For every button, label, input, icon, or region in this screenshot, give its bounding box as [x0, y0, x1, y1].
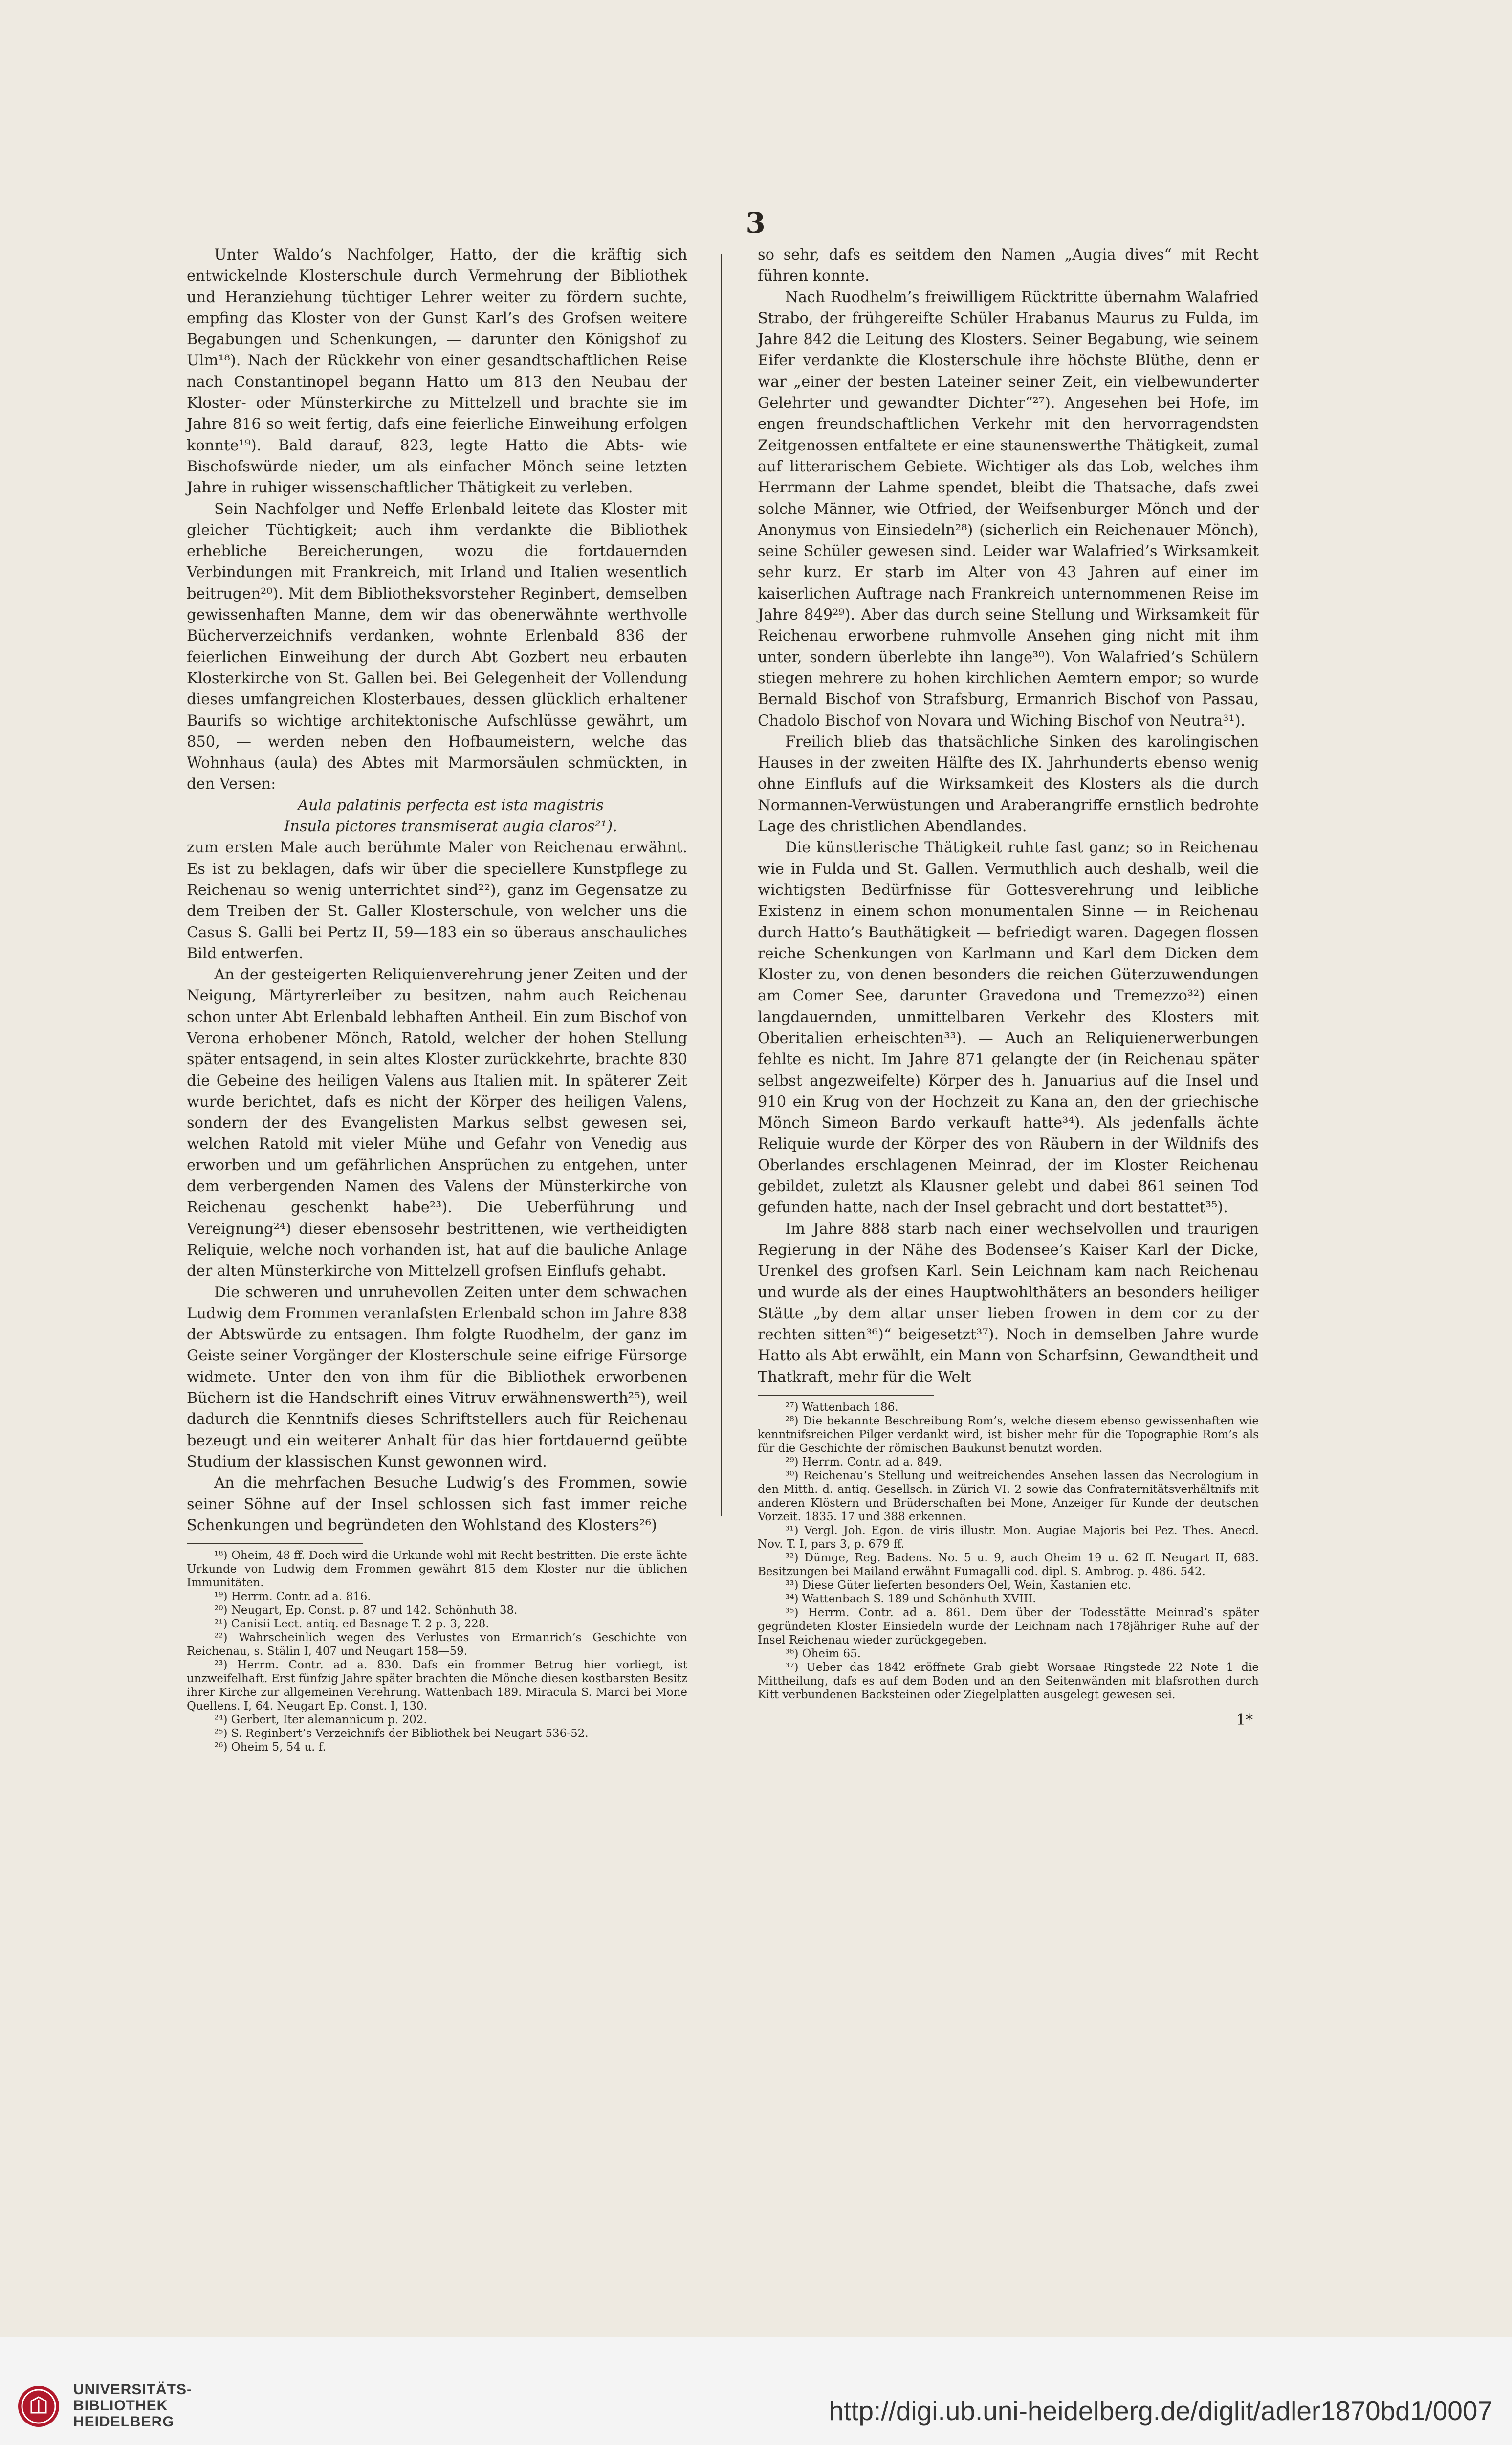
verse-line-1: Aula palatinis perfecta est ista magistris	[298, 797, 604, 814]
right-paragraph-5: Im Jahre 888 starb nach einer wechselvollen und traurigen Regierung in der Nähe des Bodensee’s Kaiser Karl der Dicke, Urenkel des grofsen Karl. Sein Leichnam kam nach Reichenau und wurde als der eines Hauptwohlthäters an besonders heiliger Stätte „by dem altar unser lieben frowen in dem cor zu der rechten sitten³⁶)“ beigesetzt³⁷). Noch in demselben Jahre wurde Hatto als Abt erwählt, ein Mann von Scharfsinn, Gewandtheit und Thatkraft, mehr für die Welt	[758, 1220, 1259, 1386]
footnote-34: ³⁴) Wattenbach S. 189 und Schönhuth XVIII.	[785, 1593, 1036, 1606]
footnote-23: ²³) Herrm. Contr. ad a. 830. Dafs ein frommer Betrug hier vorliegt, ist unzweifelhaft. Erst fünfzig Jahre später brachten die Mönche diesen kostbarsten Besitz ihrer Kirche zur allgemeinen Verehrung. Wattenbach 189. Miracula S. Marci bei Mone Quellens. I, 64. Neugart Ep. Const. I, 130.	[187, 1659, 687, 1713]
institution-name	[73, 2381, 192, 2430]
footnote-25: ²⁵) S. Reginbert’s Verzeichnifs der Bibliothek bei Neugart 536-52.	[214, 1727, 589, 1740]
left-paragraph-3: zum ersten Male auch berühmte Maler von Reichenau erwähnt. Es ist zu beklagen, dafs wir über die speciellere Kunstpflege zu Reichenau so wenig unterrichtet sind²²), ganz im Gegensatze zu dem Treiben der St. Galler Klosterschule, von welcher uns die Casus S. Galli bei Pertz II, 59—183 ein so überaus anschauliches Bild entwerfen.	[187, 839, 687, 962]
footnote-29: ²⁹) Herrm. Contr. ad a. 849.	[785, 1456, 942, 1469]
signature-mark: 1*	[1236, 1712, 1253, 1729]
left-paragraph-1: Unter Waldo’s Nachfolger, Hatto, der die kräftig sich entwickelnde Klosterschule durch Vermehrung der Bibliothek und Heranziehung tüchtiger Lehrer weiter zu fördern suchte, empfing das Kloster von der Gunst Karl’s des Grofsen weitere Begabungen und Schenkungen, — darunter den Königshof zu Ulm¹⁸). Nach der Rückkehr von einer gesandtschaftlichen Reise nach Constantinopel begann Hatto um 813 den Neubau der Kloster- oder Münsterkirche zu Mittelzell und brachte sie im Jahre 816 so weit fertig, dafs eine feierliche Einweihung erfolgen konnte¹⁹). Bald darauf, 823, legte Hatto die Abts- wie Bischofswürde nieder, um als einfacher Mönch seine letzten Jahre in ruhiger wissenschaftlicher Thätigkeit zu verleben.	[187, 246, 687, 497]
footnote-26: ²⁶) Oheim 5, 54 u. f.	[214, 1741, 326, 1754]
footnote-28: ²⁸) Die bekannte Beschreibung Rom’s, welche diesem ebenso gewissenhaften wie kenntnifsreichen Pilger verdankt wird, ist bisher mehr für die Topographie Rom’s als für die Geschichte der römischen Baukunst benutzt worden.	[758, 1415, 1259, 1455]
left-paragraph-5: Die schweren und unruhevollen Zeiten unter dem schwachen Ludwig dem Frommen veranlafsten Erlenbald schon im Jahre 838 der Abtswürde zu entsagen. Ihm folgte Ruodhelm, der ganz im Geiste seiner Vorgänger der Klosterschule seine eifrige Fürsorge widmete. Unter den von ihm für die Bibliothek erworbenen Büchern ist die Handschrift eines Vitruv erwähnenswerth²⁵), weil dadurch die Kenntnifs dieses Schriftstellers auch für Reichenau bezeugt und ein weiterer Anhalt für das hier fortdauernd geübte Studium der klassischen Kunst gewonnen wird.	[187, 1284, 687, 1470]
right-paragraph-2: Nach Ruodhelm’s freiwilligem Rücktritte übernahm Walafried Strabo, der frühgereifte Schüler Hrabanus Maurus zu Fulda, im Jahre 842 die Leitung des Klosters. Seiner Begabung, wie seinem Eifer verdankte die Klosterschule ihre höchste Blüthe, denn er war „einer der besten Lateiner seiner Zeit, ein vielbewunderter Gelehrter und gewandter Dichter“²⁷). Angesehen bei Hofe, im engen freundschaftlichen Verkehr mit den hervorragendsten Zeitgenossen entfaltete er eine staunenswerthe Thätigkeit, zumal auf litterarischem Gebiete. Wichtiger als das Lob, welches ihm Herrmann der Lahme spendet, bleibt die Thatsache, dafs zwei solche Männer, wie Otfried, der Weifsenburger Mönch und der Anonymus von Einsiedeln²⁸) (sicherlich ein Reichenauer Mönch), seine Schüler gewesen sind. Leider war Walafried’s Wirksamkeit sehr kurz. Er starb im Alter von 43 Jahren auf einer im kaiserlichen Auftrage nach Frankreich unternommenen Reise im Jahre 849²⁹). Aber das durch seine Stellung und Wirksamkeit für Reichenau erworbene ruhmvolle Ansehen ging nicht mit ihm unter, sondern überlebte ihn lange³⁰). Von Walafried’s Schülern stiegen mehrere zu hohen kirchlichen Aemtern empor; so wurde Bernald Bischof von Strafsburg, Ermanrich Bischof von Passau, Chadolo Bischof von Novara und Wiching Bischof von Neutra³¹).	[758, 289, 1259, 730]
left-paragraph-2: Sein Nachfolger und Neffe Erlenbald leitete das Kloster mit gleicher Tüchtigkeit; auch ihm verdankte die Bibliothek erhebliche Bereicherungen, wozu die fortdauernden Verbindungen mit Frankreich, mit Irland und Italien wesentlich beitrugen²⁰). Mit dem Bibliotheksvorsteher Reginbert, demselben gewissenhaften Manne, dem wir das obenerwähnte werthvolle Bücherverzeichnifs verdanken, wohnte Erlenbald 836 der feierlichen Einweihung der durch Abt Gozbert neu erbauten Klosterkirche von St. Gallen bei. Bei Gelegenheit der Vollendung dieses umfangreichen Klosterbaues, dessen glücklich erhaltener Baurifs so wichtige architektonische Aufschlüsse gewährt, um 850, — werden neben den Hofbaumeistern, welche das Wohnhaus (aula) des Abtes mit Marmorsäulen schmückten, in den Versen:	[187, 500, 687, 793]
institution-line-2: BIBLIOTHEK	[73, 2398, 168, 2414]
university-seal-icon	[17, 2384, 61, 2428]
left-footnotes	[187, 1549, 687, 1754]
footnote-37: ³⁷) Ueber das 1842 eröffnete Grab giebt Worsaae Ringstede 22 Note 1 die Mittheilung, dafs es auf dem Boden und an den Seitenwänden mit blafsrothen durch Kitt verbundenen Backsteinen oder Ziegelplatten ausgelegt gewesen sei.	[758, 1661, 1259, 1702]
footnote-rule	[187, 1543, 363, 1544]
footnote-22: ²²) Wahrscheinlich wegen des Verlustes von Ermanrich’s Geschichte von Reichenau, s. Stälin I, 407 und Neugart 158—59.	[187, 1631, 687, 1658]
footer-bar	[0, 2337, 1512, 2445]
footnote-33: ³³) Diese Güter lieferten besonders Oel, Wein, Kastanien etc.	[785, 1579, 1132, 1592]
footnote-36: ³⁶) Oheim 65.	[785, 1647, 861, 1661]
left-column	[187, 244, 687, 1754]
footnote-27: ²⁷) Wattenbach 186.	[785, 1401, 898, 1414]
footnote-35: ³⁵) Herrm. Contr. ad a. 861. Dem über der Todesstätte Meinrad’s später gegründeten Kloster Einsiedeln wurde der Leichnam nach 178jähriger Ruhe auf der Insel Reichenau wieder zurückgegeben.	[758, 1606, 1259, 1647]
left-paragraph-6: An die mehrfachen Besuche Ludwig’s des Frommen, sowie seiner Söhne auf der Insel schlossen sich fast immer reiche Schenkungen und begründeten den Wohlstand des Klosters²⁶)	[187, 1474, 687, 1534]
footnote-24: ²⁴) Gerbert, Iter alemannicum p. 202.	[214, 1713, 427, 1727]
right-paragraph-1: so sehr, dafs es seitdem den Namen „Augia dives“ mit Recht führen konnte.	[758, 246, 1259, 285]
footnote-32: ³²) Dümge, Reg. Badens. No. 5 u. 9, auch Oheim 19 u. 62 ff. Neugart II, 683. Besitzungen bei Mailand erwähnt Fumagalli cod. dipl. S. Ambrog. p. 486. 542.	[758, 1552, 1259, 1578]
footnote-31: ³¹) Vergl. Joh. Egon. de viris illustr. Mon. Augiae Majoris bei Pez. Thes. Anecd. Nov. T. I, pars 3, p. 679 ff.	[758, 1524, 1259, 1551]
column-divider	[721, 254, 722, 1516]
left-paragraph-4: An der gesteigerten Reliquienverehrung jener Zeiten und der Neigung, Märtyrerleiber zu besitzen, nahm auch Reichenau schon unter Abt Erlenbald lebhaften Antheil. Ein zum Bischof von Verona erhobener Mönch, Ratold, welcher der hohen Stellung später entsagend, in sein altes Kloster zurückkehrte, brachte 830 die Gebeine des heiligen Valens aus Italien mit. In späterer Zeit wurde berichtet, dafs es nicht der Körper des heiligen Valens, sondern der des Evangelisten Markus selbst gewesen sei, welchen Ratold mit vieler Mühe und Gefahr von Venedig aus erworben und um gefährlichen Ansprüchen zu entgehen, unter dem verbergenden Namen des Valens der Münsterkirche von Reichenau geschenkt habe²³). Die Ueberführung und Vereignung²⁴) dieser ebensosehr bestrittenen, wie vertheidigten Reliquie, welche noch vorhanden ist, hat auf die bauliche Anlage der alten Münsterkirche von Mittelzell grofsen Einflufs gehabt.	[187, 966, 687, 1280]
verse-line-2: Insula pictores transmiserat augia claros²¹).	[284, 818, 617, 836]
right-paragraph-4: Die künstlerische Thätigkeit ruhte fast ganz; so in Reichenau wie in Fulda und St. Gallen. Vermuthlich auch deshalb, weil die wichtigsten Bedürfnisse für Gottesverehrung und leibliche Existenz in einem schon monumentalen Sinne — in Reichenau durch Hatto’s Bauthätigkeit — befriedigt waren. Dagegen flossen reiche Schenkungen von Karlmann und Karl dem Dicken dem Kloster zu, von denen besonders die reichen Güterzuwendungen am Comer See, darunter Gravedona und Tremezzo³²) einen langdauernden, unmittelbaren Verkehr des Klosters mit Oberitalien erheischten³³). — Auch an Reliquienerwerbungen fehlte es nicht. Im Jahre 871 gelangte der (in Reichenau später selbst angezweifelte) Körper des h. Januarius auf die Insel und 910 ein Krug von der Hochzeit zu Kana an, den der griechische Mönch Simeon Bardo verkauft hatte³⁴). Als jedenfalls ächte Reliquie wurde der Körper des von Räubern in der Wildnifs des Oberlandes erschlagenen Meinrad, der im Kloster Reichenau gebildet, zuletzt als Klausner gelebt und dabei 861 seinen Tod gefunden hatte, nach der Insel gebracht und dort bestattet³⁵).	[758, 839, 1259, 1217]
right-footnotes	[758, 1400, 1259, 1702]
source-url-link[interactable]: http://digi.ub.uni-heidelberg.de/diglit/adler1870bd1/0007	[829, 2396, 1492, 2426]
footnote-30: ³⁰) Reichenau’s Stellung und weitreichendes Ansehen lassen das Necrologium in den Mitth. d. antiq. Gesellsch. in Zürich VI. 2 sowie das Confraternitätsverhältnifs mit anderen Klöstern und Brüderschaften bei Mone, Anzeiger für Kunde der deutschen Vorzeit. 1835. 17 und 388 erkennen.	[758, 1469, 1259, 1524]
page-number: 3	[745, 206, 767, 240]
footnote-rule	[758, 1395, 934, 1396]
footnote-18: ¹⁸) Oheim, 48 ff. Doch wird die Urkunde wohl mit Recht bestritten. Die erste ächte Urkunde von Ludwig dem Frommen gewährt 815 dem Kloster nur die üblichen Immunitäten.	[187, 1549, 687, 1590]
footnote-20: ²⁰) Neugart, Ep. Const. p. 87 und 142. Schönhuth 38.	[214, 1604, 518, 1617]
institution-line-1: UNIVERSITÄTS-	[73, 2381, 193, 2398]
footnote-19: ¹⁹) Herrm. Contr. ad a. 816.	[214, 1590, 371, 1603]
institution-line-3: HEIDELBERG	[73, 2414, 175, 2430]
right-column	[758, 244, 1259, 1731]
right-paragraph-3: Freilich blieb das thatsächliche Sinken des karolingischen Hauses in der zweiten Hälfte des IX. Jahrhunderts ebenso wenig ohne Einflufs auf die Wirksamkeit des Klosters als die durch Normannen-Verwüstungen und Araberangriffe ernstlich bedrohte Lage des christlichen Abendlandes.	[758, 733, 1259, 836]
footnote-21: ²¹) Canisii Lect. antiq. ed Basnage T. 2 p. 3, 228.	[214, 1618, 489, 1631]
